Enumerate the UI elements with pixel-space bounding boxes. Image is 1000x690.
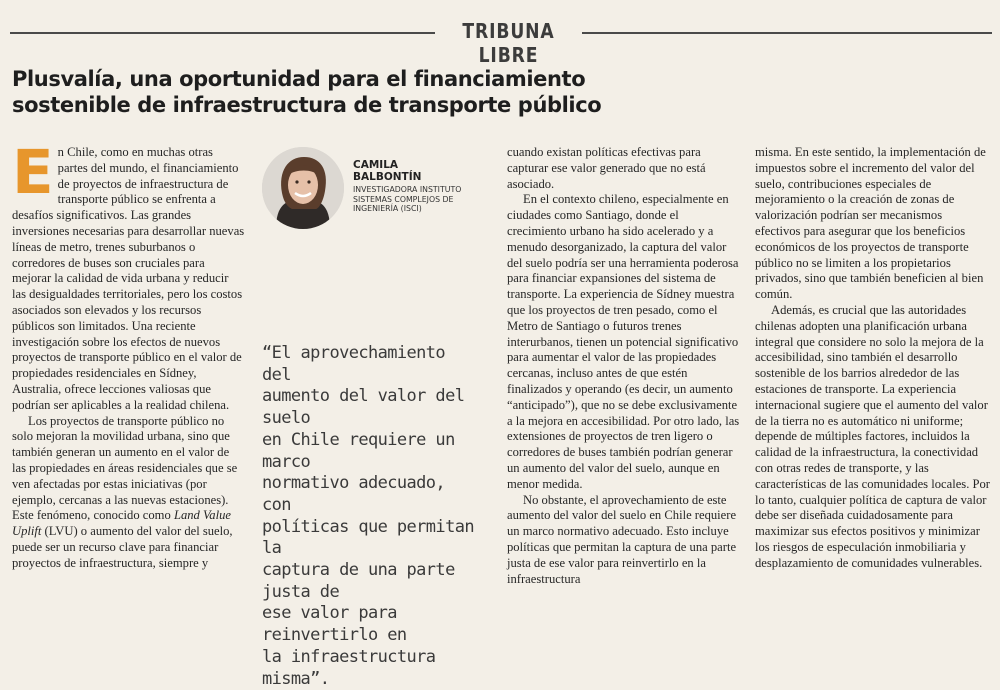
author-name bbox=[353, 159, 493, 183]
author-photo bbox=[262, 147, 344, 229]
paragraph: No obstante, el aprovechamiento de este aumento del valor del suelo en Chile requiere un marco normativo adecuado. Esto incluye políticas que permitan la captura de una parte justa de ese valor para reinvertirlo en la infraestructura bbox=[507, 492, 737, 586]
paragraph: Además, es crucial que las autoridades chilenas adopten una planificación urbana integral que considere no solo la mejora de la accesibilidad, sino también el desarrollo sostenible de los barrios alrededor de las estaciones de transporte. La experiencia internacional sugiere que el aumento del valor de la tierra no es automático ni uniforme; depende de múltiples factores, incluidos la calidad de la infraestructura, la conectividad con otras redes de transporte, y las características de las comunidades locales. Por lo tanto, cualquier política de captura de valor debe ser diseñada cuidadosamente para maximizar sus efectos positivos y minimizar los riesgos de especulación inmobiliaria y desplazamiento de comunidades vulnerables. bbox=[755, 302, 990, 570]
section-rule-right bbox=[582, 32, 992, 34]
section-rule-left bbox=[10, 32, 435, 34]
pull-quote bbox=[262, 343, 480, 690]
headline-line-2: sostenible de infraestructura de transporte público bbox=[12, 93, 602, 117]
pull-quote-line: políticas que permitan la bbox=[262, 516, 474, 559]
pull-quote-line: aumento del valor del suelo bbox=[262, 386, 465, 429]
author-byline bbox=[262, 147, 492, 237]
author-role-line: SISTEMAS COMPLEJOS DE bbox=[353, 194, 454, 204]
paragraph: n Chile, como en muchas otras partes del mundo, el financiamiento de proyectos de infraestructura de transporte público se enfrenta a desafíos significativos. Las grandes inversiones necesarias para desarrollar nuevas líneas de metro, trenes suburbanos o corredores de buses son cruciales para mejorar la calidad de vida urbana y reducir las desigualdades territoriales, pero los costos asociados son elevados y los recursos públicos son limitados. Una reciente investigación sobre los efectos de nuevos proyectos de transporte público en el valor de propiedades residenciales en Sídney, Australia, ofrece lecciones valiosas que podrían ser aplicables a la realidad chilena. bbox=[12, 145, 245, 412]
paragraph: misma. En este sentido, la implementación de impuestos sobre el incremento del valor del suelo, contribuciones especiales de mejoramiento o la creación de zonas de valorización podrían ser mecanismos efectivos para asegurar que los beneficios económicos de los proyectos de transporte público no se limiten a los propietarios privados, sino que también beneficien al bien común. bbox=[755, 145, 986, 302]
author-role-line: INVESTIGADORA INSTITUTO bbox=[353, 185, 462, 194]
drop-cap: E bbox=[12, 137, 54, 208]
paragraph: En el contexto chileno, especialmente en ciudades como Santiago, donde el crecimiento urbano ha sido acelerado y a menudo desorganizado, la captura del valor del suelo podría ser una herramienta poderosa para financiar expansiones del sistema de transporte. La experiencia de Sídney muestra que los proyectos de tren pesado, como el Metro de Santiago o futuros trenes interurbanos, tienen un potencial significativo para aumentar el valor de las propiedades cercanas, incluso antes de que estén finalizados y operando (es decir, un aumento “anticipado”), que no se debe exclusivamente a la mejora en accesibilidad. Por otro lado, las extensiones de proyectos de tren ligero o corredores de buses también podrían generar un aumento del valor del suelo, aunque en menor medida. bbox=[507, 192, 740, 491]
author-name-line: BALBONTÍN bbox=[353, 171, 422, 183]
pull-quote-line: ese valor para reinvertirlo en bbox=[262, 603, 407, 646]
article-column-1 bbox=[12, 137, 245, 572]
pull-quote-line: “El aprovechamiento del bbox=[262, 343, 446, 385]
pull-quote-line: captura de una parte justa de bbox=[262, 560, 455, 602]
pull-quote-line: en Chile requiere un marco bbox=[262, 429, 455, 472]
paragraph bbox=[12, 414, 245, 572]
author-portrait-icon bbox=[262, 147, 344, 229]
article-column-3 bbox=[507, 145, 740, 587]
pull-quote-line: normativo adecuado, con bbox=[262, 473, 446, 515]
author-role bbox=[353, 185, 493, 214]
headline bbox=[12, 66, 632, 118]
pull-quote-line: la infraestructura misma”. bbox=[262, 646, 436, 689]
lvu-term: Land Value Uplift bbox=[12, 508, 231, 539]
section-header bbox=[0, 18, 1000, 67]
section-label: TRIBUNA LIBRE bbox=[462, 19, 555, 67]
article-column-4 bbox=[755, 145, 990, 572]
paragraph-text: Los proyectos de transporte público no solo mejoran la movilidad urbana, sino que también generan un aumento en el valor de las propiedades en áreas residenciales que se ven afectadas por estas iniciativas (por ejemplo, cercanas a las nuevas estaciones). Este fenómeno, conocido como bbox=[12, 413, 238, 523]
author-name-line: CAMILA bbox=[353, 159, 399, 171]
paragraph: cuando existan políticas efectivas para capturar ese valor generado que no está asociado. bbox=[507, 145, 706, 191]
headline-line-1: Plusvalía, una oportunidad para el financiamiento bbox=[12, 67, 586, 91]
paragraph-text: (LVU) o aumento del valor del suelo, puede ser un recurso clave para financiar proyectos de infraestructura, siempre y bbox=[12, 524, 233, 570]
author-role-line: INGENIERÍA (ISCI) bbox=[353, 204, 422, 213]
